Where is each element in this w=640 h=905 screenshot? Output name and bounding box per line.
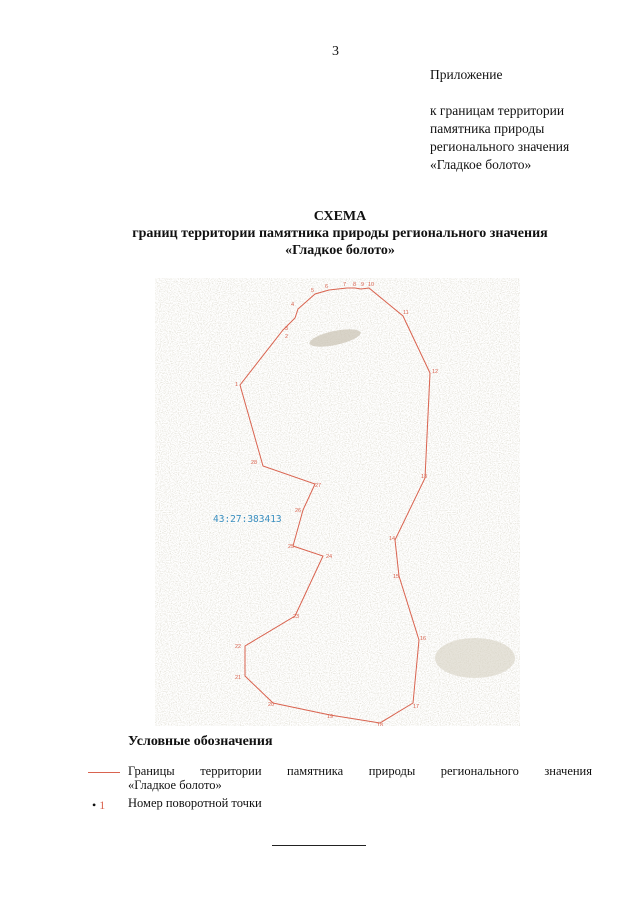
- turning-point-label: 15: [393, 574, 400, 580]
- turning-point-label: 19: [327, 714, 334, 720]
- turning-point-label: 10: [368, 282, 375, 288]
- turning-point-label: 1: [235, 382, 239, 388]
- turning-point-label: 18: [377, 723, 384, 726]
- schema-subtitle-line1: границ территории памятника природы регионального значения: [132, 226, 548, 241]
- turning-point-label: 3: [285, 326, 289, 332]
- turning-point-label: 9: [361, 282, 365, 288]
- schema-title: [60, 208, 620, 259]
- legend-point-text: Номер поворотной точки: [128, 796, 262, 810]
- turning-point-label: 17: [413, 704, 420, 710]
- turning-point-label: 6: [325, 284, 329, 290]
- appendix-line: памятника природы: [430, 121, 545, 136]
- boundary-map: [155, 278, 520, 726]
- appendix-title: Приложение: [430, 67, 503, 82]
- appendix-block: [430, 66, 569, 174]
- turning-point-label: 7: [343, 282, 347, 288]
- turning-point-label: 12: [432, 369, 439, 375]
- turning-point-label: 16: [420, 636, 427, 642]
- schema-heading: СХЕМА: [313, 209, 367, 224]
- end-rule: [272, 845, 366, 846]
- turning-point-label: 11: [403, 310, 409, 316]
- turning-point-label: 2: [285, 334, 289, 340]
- legend-boundary-text: Границы территории памятника природы регионального значения: [128, 764, 592, 778]
- aerial-shadow: [435, 638, 515, 678]
- parcel-number: 43:27:383413: [213, 514, 282, 525]
- point-number-symbol: • 1: [92, 798, 106, 812]
- turning-point-label: 26: [295, 508, 302, 514]
- turning-point-label: 22: [235, 644, 242, 650]
- legend-title: Условные обозначения: [128, 734, 273, 749]
- appendix-line: регионального значения: [430, 139, 570, 154]
- turning-point-label: 28: [251, 460, 258, 466]
- turning-point-label: 25: [288, 544, 295, 550]
- appendix-line: «Гладкое болото»: [430, 157, 532, 172]
- appendix-line: к границам территории: [430, 103, 565, 118]
- schema-subtitle-line2: «Гладкое болото»: [285, 243, 395, 258]
- turning-point-label: 8: [353, 282, 357, 288]
- turning-point-label: 14: [389, 536, 396, 542]
- turning-point-label: 23: [293, 614, 300, 620]
- page-number: 3: [332, 44, 339, 59]
- boundary-line-symbol: [88, 772, 120, 773]
- turning-point-label: 20: [268, 702, 275, 708]
- turning-point-label: 27: [315, 483, 322, 489]
- turning-point-label: 24: [326, 554, 333, 560]
- turning-point-label: 13: [421, 474, 428, 480]
- turning-point-label: 21: [235, 675, 242, 681]
- turning-point-label: 4: [291, 302, 295, 308]
- turning-point-label: 5: [311, 288, 315, 294]
- legend-boundary-text-2: «Гладкое болото»: [128, 778, 222, 792]
